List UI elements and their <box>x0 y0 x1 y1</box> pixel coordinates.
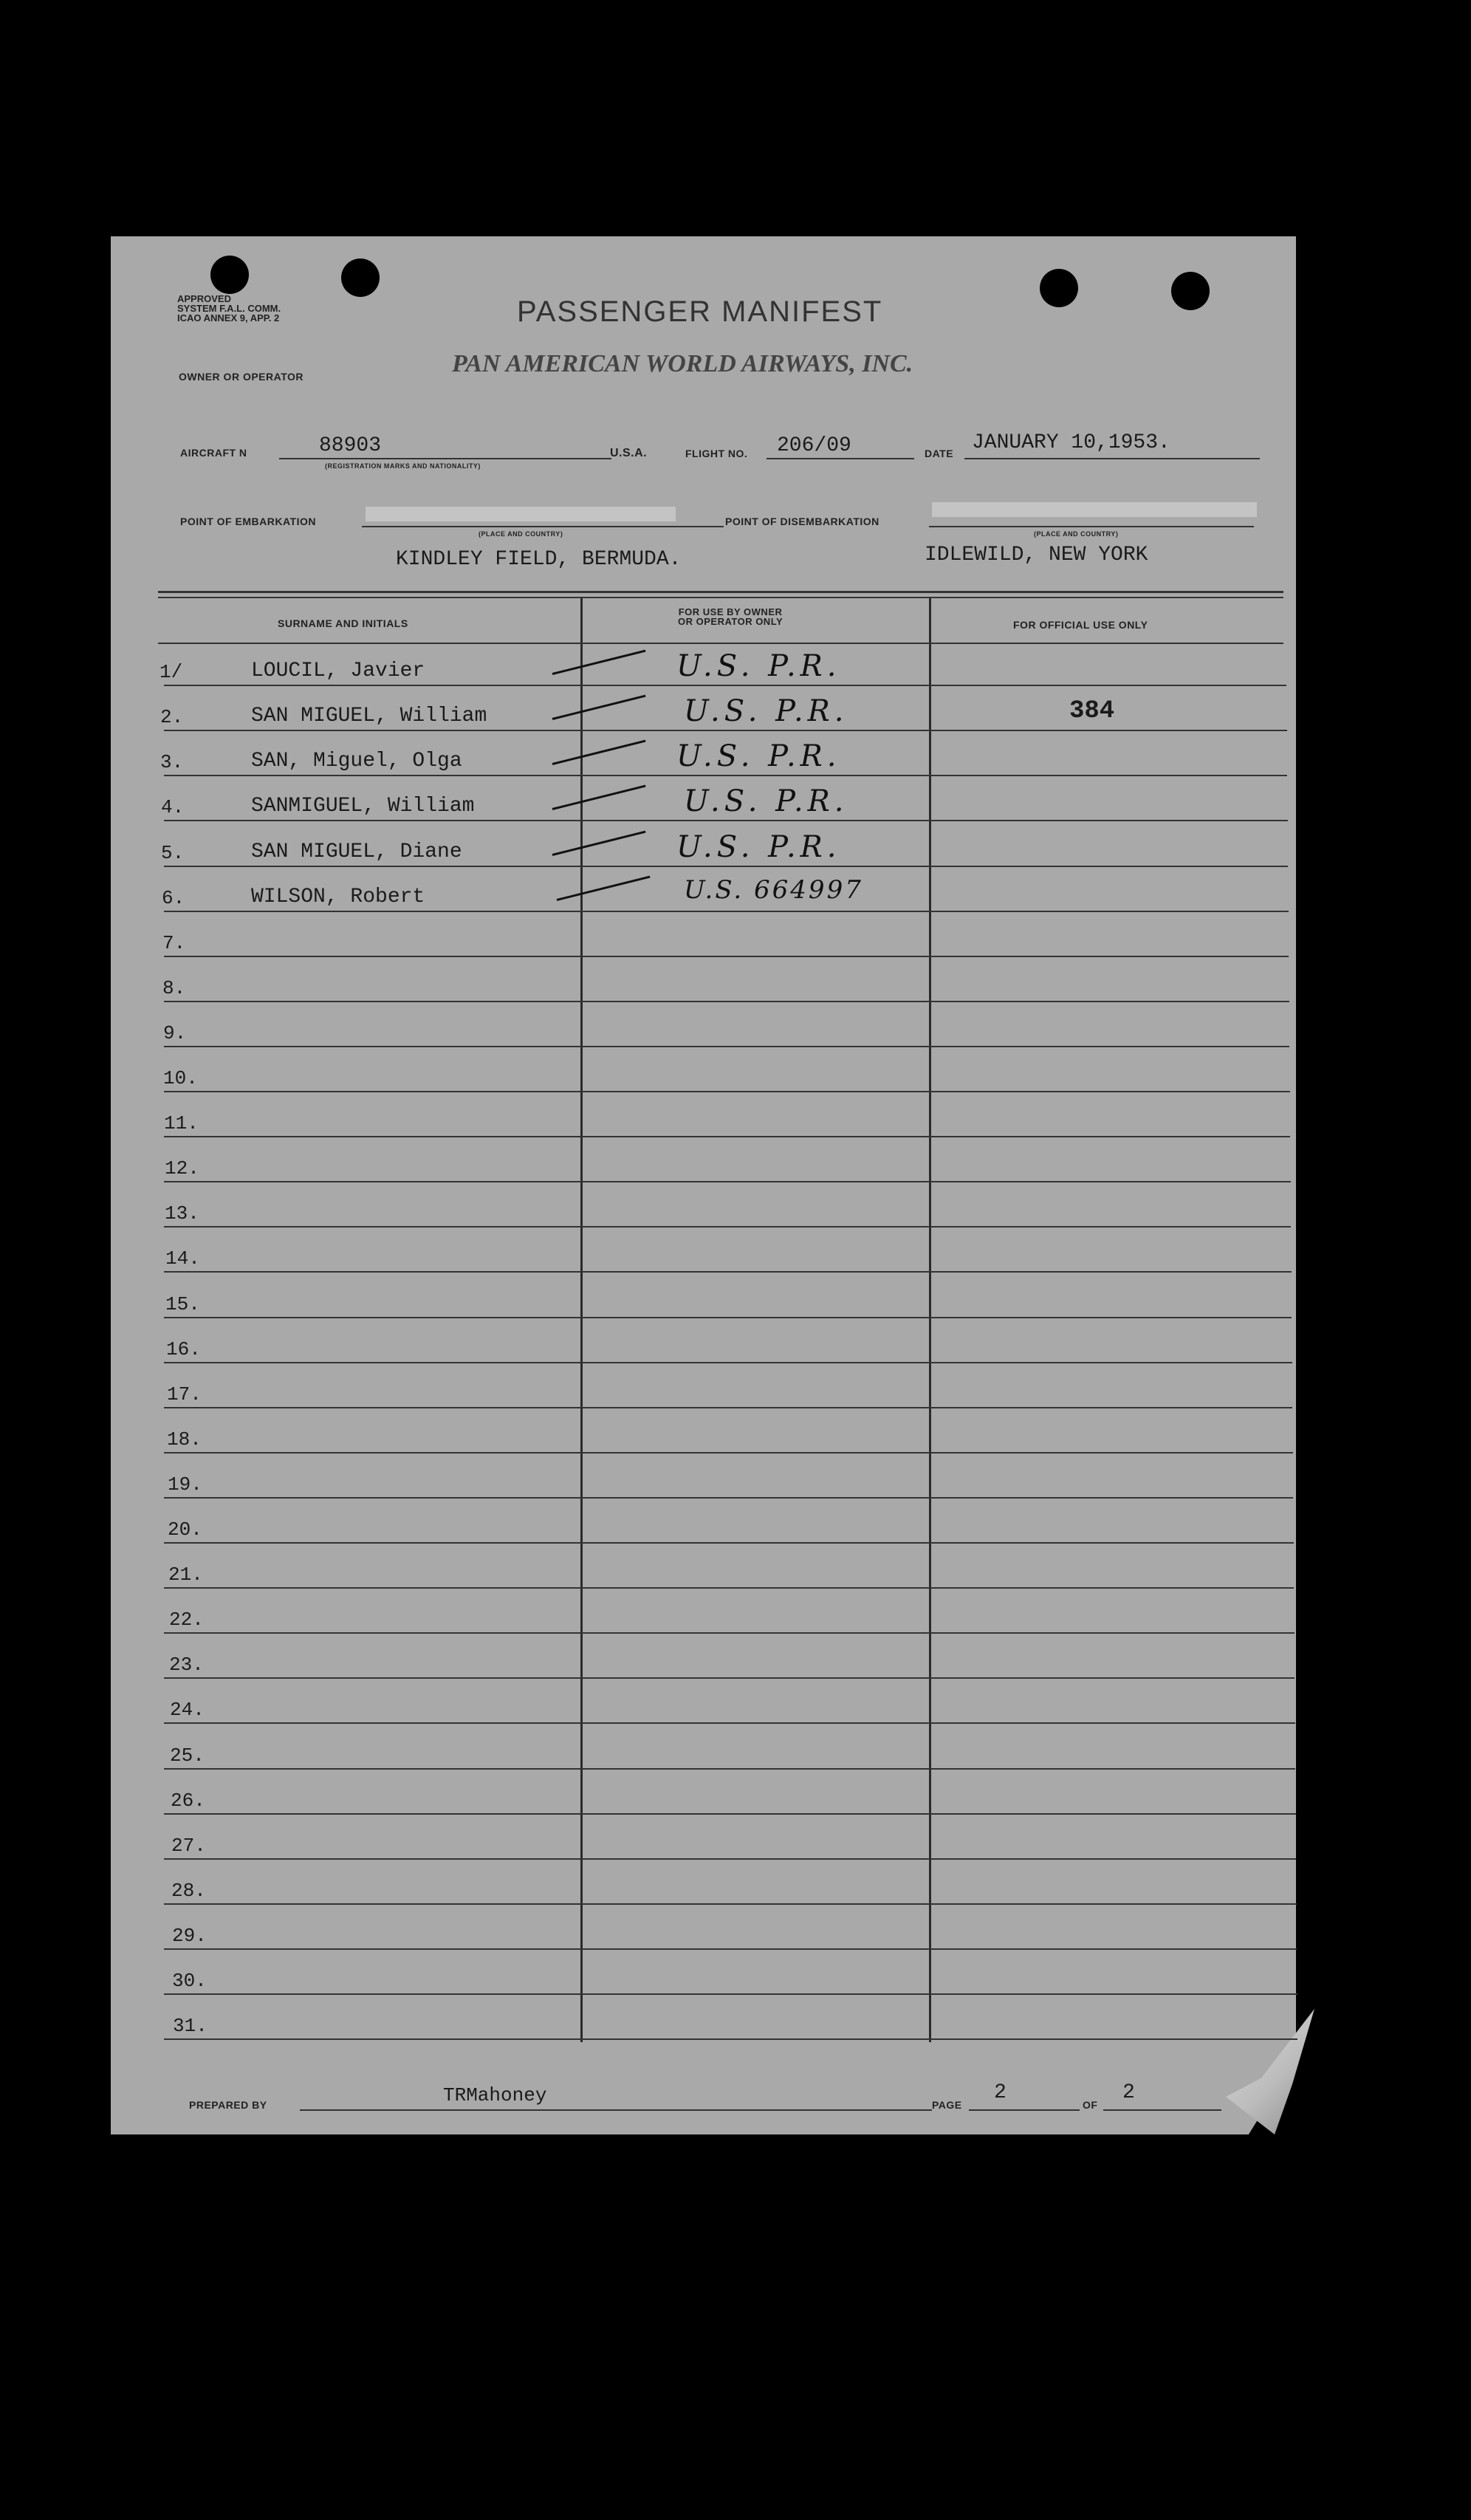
row-number: 5. <box>161 842 185 864</box>
punch-hole <box>341 258 380 297</box>
disembarkation-label: POINT OF DISEMBARKATION <box>725 516 879 527</box>
row-rule <box>164 1452 1293 1454</box>
row-number: 29. <box>172 1925 207 1947</box>
row-rule <box>164 1813 1296 1815</box>
prepared-by-label: PREPARED BY <box>189 2099 267 2111</box>
aircraft-value: 88903 <box>319 434 382 457</box>
official-entry: 384 <box>1069 697 1115 725</box>
date-underline <box>964 458 1260 459</box>
row-number: 7. <box>162 932 186 954</box>
owner-note: U.S. P.R. <box>684 694 848 728</box>
row-number: 28. <box>171 1880 206 1902</box>
row-rule <box>164 730 1287 731</box>
form-title: PASSENGER MANIFEST <box>517 295 883 328</box>
header-rule <box>158 643 1283 644</box>
row-number: 10. <box>163 1067 198 1089</box>
disembarkation-value: IDLEWILD, NEW YORK <box>925 544 1148 566</box>
row-number: 19. <box>168 1473 202 1496</box>
row-rule <box>164 2038 1297 2040</box>
row-number: 9. <box>163 1022 187 1044</box>
row-rule <box>164 1903 1297 1905</box>
row-rule <box>164 1858 1296 1860</box>
row-rule <box>164 1271 1292 1273</box>
row-rule <box>164 820 1288 821</box>
row-rule <box>164 1226 1291 1228</box>
page-total: 2 <box>1122 2081 1135 2104</box>
row-rule <box>164 1136 1290 1137</box>
aircraft-underline <box>279 458 611 459</box>
row-rule <box>164 1722 1295 1724</box>
place-caption: (PLACE AND COUNTRY) <box>1034 530 1119 538</box>
date-value: JANUARY 10,1953. <box>972 431 1170 454</box>
row-number: 31. <box>173 2015 208 2037</box>
row-number: 16. <box>166 1338 201 1360</box>
row-rule <box>164 1046 1289 1047</box>
row-rule <box>164 1181 1291 1182</box>
operator-name: PAN AMERICAN WORLD AIRWAYS, INC. <box>452 350 913 377</box>
row-number: 17. <box>167 1383 202 1405</box>
of-label: OF <box>1083 2099 1098 2111</box>
passenger-name: SAN MIGUEL, William <box>251 705 487 727</box>
punch-hole <box>210 256 249 294</box>
row-number: 12. <box>165 1157 199 1179</box>
punch-hole <box>1040 269 1078 307</box>
row-rule <box>164 1587 1294 1589</box>
row-rule <box>164 1768 1295 1770</box>
of-underline <box>1103 2109 1221 2111</box>
flight-label: FLIGHT NO. <box>685 448 748 459</box>
redacted-area <box>932 502 1257 517</box>
row-rule <box>164 1091 1290 1092</box>
date-label: DATE <box>925 448 954 459</box>
owner-note: U.S. P.R. <box>676 830 841 864</box>
row-number: 1/ <box>160 661 183 683</box>
row-number: 14. <box>165 1247 200 1270</box>
place-caption: (PLACE AND COUNTRY) <box>479 530 563 538</box>
row-number: 4. <box>161 796 185 818</box>
row-number: 11. <box>164 1112 199 1134</box>
row-rule <box>164 866 1288 867</box>
row-number: 6. <box>162 887 185 909</box>
row-number: 20. <box>168 1518 202 1541</box>
punch-hole <box>1171 272 1210 310</box>
row-rule <box>164 775 1287 776</box>
owner-note: U.S. P.R. <box>676 739 841 773</box>
table-top-rule <box>158 597 1283 598</box>
row-rule <box>164 1948 1297 1950</box>
column-divider <box>580 598 583 2042</box>
approval-notice: APPROVED SYSTEM F.A.L. COMM. ICAO ANNEX 9, APP. 2 <box>177 293 281 323</box>
prepared-underline <box>300 2109 932 2111</box>
row-number: 30. <box>172 1970 207 1992</box>
row-number: 22. <box>169 1609 204 1631</box>
row-number: 25. <box>170 1745 205 1767</box>
row-number: 3. <box>160 751 184 773</box>
table-top-rule <box>158 591 1283 593</box>
flight-underline <box>767 458 914 459</box>
page-underline <box>969 2109 1080 2111</box>
passenger-name: LOUCIL, Javier <box>251 660 425 682</box>
aircraft-label: AIRCRAFT N <box>180 447 247 459</box>
passenger-name: SANMIGUEL, William <box>251 795 475 818</box>
page-label: PAGE <box>932 2099 962 2111</box>
row-number: 21. <box>168 1564 203 1586</box>
col-owner-header: FOR USE BY OWNER OR OPERATOR ONLY <box>678 606 783 627</box>
owner-note: U.S. P.R. <box>684 784 848 818</box>
row-rule <box>164 1317 1292 1318</box>
passenger-name: WILSON, Robert <box>251 886 425 908</box>
row-number: 26. <box>171 1790 205 1812</box>
column-divider <box>929 598 931 2042</box>
prepared-by-value: TRMahoney <box>443 2084 547 2106</box>
row-rule <box>164 1407 1292 1408</box>
row-rule <box>164 1497 1293 1499</box>
registration-caption: (REGISTRATION MARKS AND NATIONALITY) <box>325 462 481 470</box>
row-number: 15. <box>165 1293 200 1315</box>
col-official-header: FOR OFFICIAL USE ONLY <box>1013 619 1148 631</box>
flight-value: 206/09 <box>777 434 851 457</box>
disembarkation-underline <box>929 526 1254 527</box>
embarkation-label: POINT OF EMBARKATION <box>180 516 316 527</box>
row-rule <box>164 911 1289 912</box>
owner-note: U.S. 664997 <box>684 875 863 905</box>
row-rule <box>164 1632 1295 1634</box>
row-rule <box>164 1677 1295 1679</box>
page-number: 2 <box>994 2081 1007 2104</box>
row-rule <box>164 1993 1297 1995</box>
embarkation-value: KINDLEY FIELD, BERMUDA. <box>396 548 682 571</box>
row-rule <box>164 1001 1289 1002</box>
owner-note: U.S. P.R. <box>676 649 841 683</box>
embarkation-underline <box>362 526 724 527</box>
col-surname-header: SURNAME AND INITIALS <box>278 617 408 629</box>
passenger-name: SAN, Miguel, Olga <box>251 750 462 773</box>
row-number: 2. <box>160 706 184 728</box>
passenger-name: SAN MIGUEL, Diane <box>251 840 462 863</box>
owner-label: OWNER OR OPERATOR <box>179 371 304 383</box>
row-number: 13. <box>165 1202 199 1225</box>
row-rule <box>164 956 1289 957</box>
row-rule <box>164 1542 1294 1544</box>
row-number: 24. <box>170 1699 205 1721</box>
nationality: U.S.A. <box>610 447 648 459</box>
redacted-area <box>366 507 676 521</box>
row-rule <box>164 1362 1292 1363</box>
row-number: 23. <box>169 1654 204 1676</box>
row-number: 8. <box>162 977 186 999</box>
row-number: 27. <box>171 1835 206 1857</box>
row-number: 18. <box>167 1428 202 1451</box>
row-rule <box>164 685 1286 686</box>
